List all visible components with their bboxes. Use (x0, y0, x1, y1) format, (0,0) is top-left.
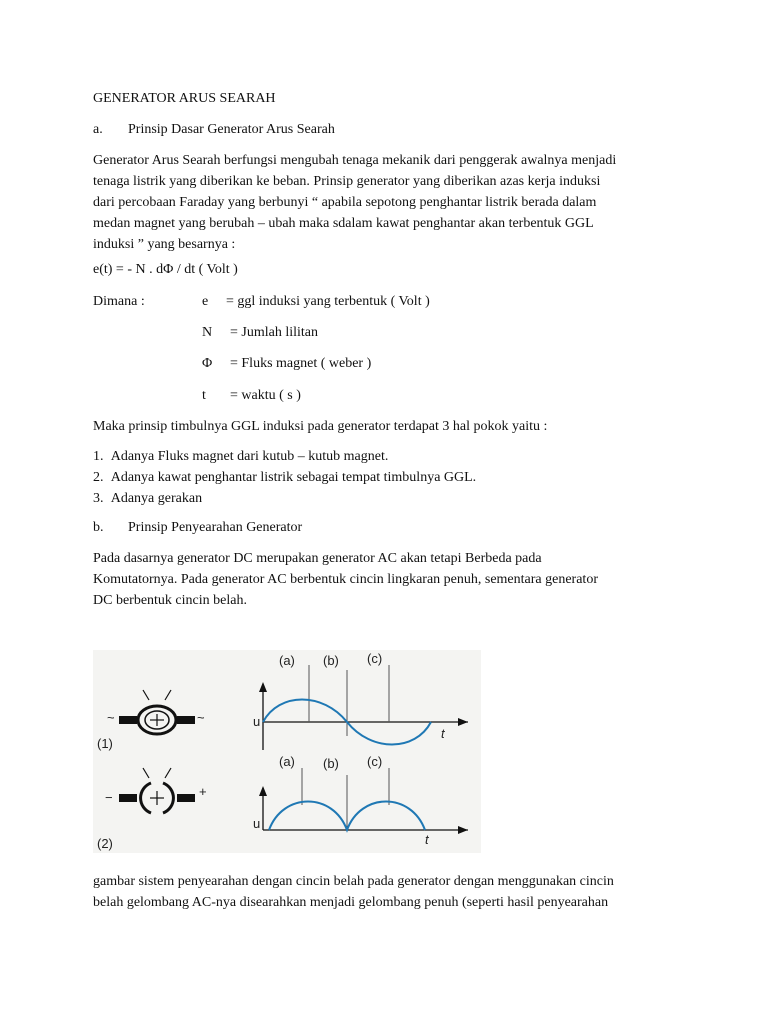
row-1-label-c: (c) (367, 651, 383, 666)
paragraph-1-line: dari percobaan Faraday yang berbunyi “ apabila sepotong penghantar listrik berada dalam (93, 195, 597, 210)
list-number: 1. (93, 449, 104, 464)
row-1-axis-u: u (253, 714, 261, 729)
section-a-heading (93, 119, 335, 140)
list-item (93, 488, 476, 509)
section-a-title: Prinsip Dasar Generator Arus Searah (128, 122, 335, 137)
slip-ring-symbol (119, 690, 195, 734)
dc-minus-symbol: − (105, 790, 113, 805)
list-text: Adanya gerakan (110, 491, 203, 506)
section-a-label: a. (93, 122, 103, 137)
row-1-axis-t: t (441, 726, 445, 741)
definition-symbol-n: N (202, 325, 213, 340)
ac-symbol-right: ~ (197, 710, 205, 725)
paragraph-3 (93, 871, 693, 913)
definition-symbol-phi: Φ (202, 356, 213, 371)
definition-desc-t: = waktu ( s ) (230, 388, 301, 403)
row-2-x-arrow (458, 826, 468, 834)
paragraph-3-line: gambar sistem penyearahan dengan cincin belah pada generator dengan menggunakan cincin (93, 874, 614, 889)
row-2-tag: (2) (97, 836, 113, 851)
definition-symbol-t: t (202, 388, 206, 403)
definition-desc-phi: = Fluks magnet ( weber ) (230, 356, 372, 371)
formula: e(t) = - N . dΦ / dt ( Volt ) (93, 262, 238, 277)
list-number: 2. (93, 470, 104, 485)
row-1-y-arrow (259, 682, 267, 692)
list-text: Adanya Fluks magnet dari kutub – kutub magnet. (110, 449, 389, 464)
row-2-label-a: (a) (279, 754, 295, 769)
definition-desc-e: = ggl induksi yang terbentuk ( Volt ) (226, 294, 430, 309)
section-b-heading (93, 517, 302, 538)
paragraph-1-line: medan magnet yang berubah – ubah maka sdalam kawat penghantar akan terbentuk GGL (93, 216, 594, 231)
row-2-label-c: (c) (367, 754, 383, 769)
list-item (93, 467, 476, 488)
row-1-x-arrow (458, 718, 468, 726)
paragraph-1-line: tenaga listrik yang diberikan ke beban. Prinsip generator yang diberikan azas kerja induksi (93, 174, 601, 189)
row-1-label-a: (a) (279, 653, 295, 668)
principle-list (93, 446, 476, 509)
row-1-label-b: (b) (323, 653, 339, 668)
ac-symbol-left: ~ (107, 710, 115, 725)
section-b-title: Prinsip Penyearahan Generator (128, 520, 303, 535)
row-2-axis-t: t (425, 832, 429, 847)
row-2-axis-u: u (253, 816, 261, 831)
row-2-label-b: (b) (323, 756, 339, 771)
row-2-y-arrow (259, 786, 267, 796)
paragraph-3-line: belah gelombang AC-nya disearahkan menjadi gelombang penuh (seperti hasil penyearahan (93, 895, 609, 910)
paragraph-2-line: Pada dasarnya generator DC merupakan generator AC akan tetapi Berbeda pada (93, 551, 542, 566)
paragraph-2-line: Komutatornya. Pada generator AC berbentuk cincin lingkaran penuh, sementara generator (93, 572, 598, 587)
dimana-label: Dimana : (93, 294, 145, 309)
document-title: GENERATOR ARUS SEARAH (93, 91, 276, 106)
paragraph-1-line: induksi ” yang besarnya : (93, 237, 236, 252)
paragraph-1 (93, 150, 693, 255)
diagram-svg (93, 650, 481, 853)
list-intro: Maka prinsip timbulnya GGL induksi pada generator terdapat 3 hal pokok yaitu : (93, 419, 548, 434)
commutator-diagram (93, 650, 481, 853)
list-text: Adanya kawat penghantar listrik sebagai tempat timbulnya GGL. (110, 470, 477, 485)
section-b-label: b. (93, 520, 104, 535)
paragraph-2-line: DC berbentuk cincin belah. (93, 593, 247, 608)
list-number: 3. (93, 491, 104, 506)
definition-symbol-e: e (202, 294, 209, 309)
definition-desc-n: = Jumlah lilitan (230, 325, 318, 340)
list-item (93, 446, 476, 467)
dc-plus-symbol: + (199, 784, 207, 799)
row-1-tag: (1) (97, 736, 113, 751)
paragraph-2 (93, 548, 673, 611)
paragraph-1-line: Generator Arus Searah berfungsi mengubah tenaga mekanik dari penggerak awalnya menjadi (93, 153, 617, 168)
split-ring-symbol (119, 768, 195, 813)
